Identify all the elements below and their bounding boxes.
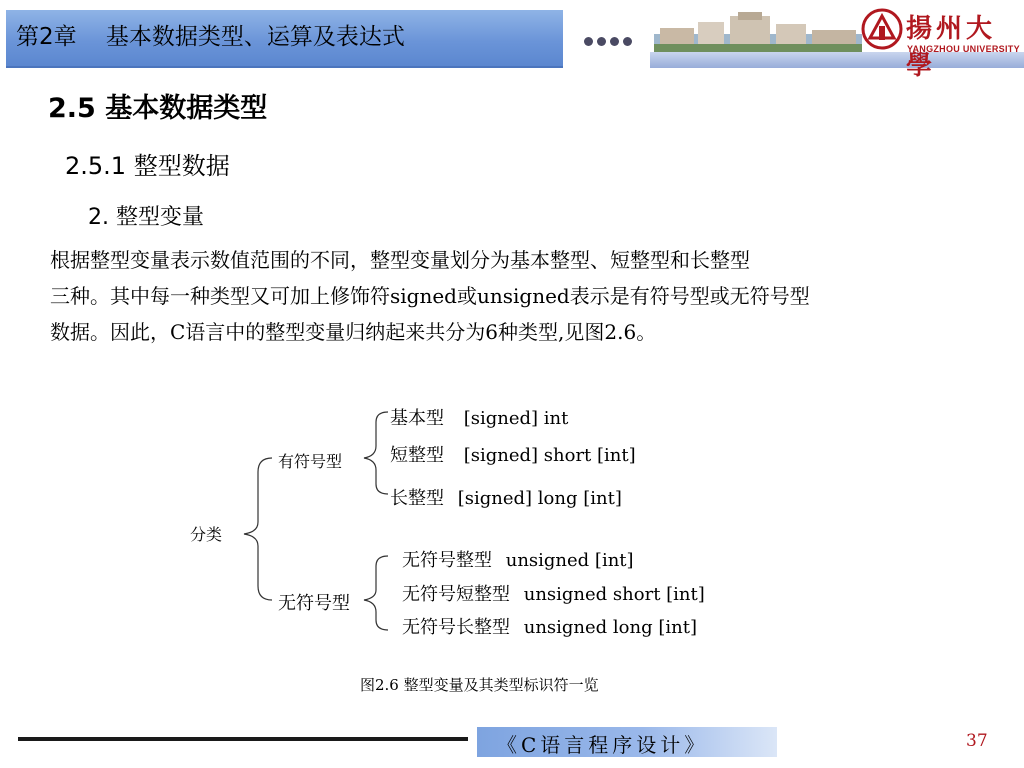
section-title: 2.5 基本数据类型 bbox=[48, 93, 268, 124]
type-name: 基本型 bbox=[390, 408, 444, 429]
item-title: 2. 整型变量 bbox=[88, 205, 204, 230]
type-name: 短整型 bbox=[390, 445, 444, 466]
page-number: 37 bbox=[966, 731, 988, 751]
type-row bbox=[402, 580, 705, 606]
logo-english-name: YANGZHOU UNIVERSITY bbox=[907, 44, 1020, 54]
subsection-title: 2.5.1 整型数据 bbox=[65, 152, 230, 180]
type-keyword: [signed] int bbox=[463, 408, 569, 429]
type-name: 无符号短整型 bbox=[402, 584, 510, 605]
body-paragraph bbox=[50, 242, 985, 350]
dot bbox=[597, 37, 606, 46]
logo-chinese-name: 揚州大學 bbox=[906, 14, 997, 81]
course-title: 《C语言程序设计》 bbox=[497, 733, 709, 757]
slide-header bbox=[0, 0, 1024, 81]
type-row bbox=[390, 404, 568, 430]
type-row bbox=[402, 546, 634, 572]
decorative-dots bbox=[584, 37, 632, 46]
dot bbox=[623, 37, 632, 46]
group-label-unsigned: 无符号型 bbox=[278, 593, 350, 614]
type-keyword: [signed] long [int] bbox=[457, 488, 622, 509]
university-emblem-icon bbox=[860, 8, 906, 50]
dot bbox=[610, 37, 619, 46]
type-keyword: unsigned [int] bbox=[505, 550, 634, 571]
paragraph-line: 数据。因此，C语言中的整型变量归纳起来共分为6种类型,见图2.6。 bbox=[50, 320, 657, 344]
root-bracket bbox=[244, 458, 272, 600]
group-label-signed: 有符号型 bbox=[278, 452, 343, 471]
type-row bbox=[390, 441, 636, 467]
figure-caption: 图2.6 整型变量及其类型标识符一览 bbox=[360, 676, 599, 694]
university-logo bbox=[860, 8, 1020, 81]
type-row bbox=[402, 613, 697, 639]
type-keyword: unsigned long [int] bbox=[523, 617, 697, 638]
chapter-title: 第2章 基本数据类型、运算及表达式 bbox=[16, 24, 405, 50]
root-label: 分类 bbox=[190, 525, 223, 544]
type-name: 无符号长整型 bbox=[402, 617, 510, 638]
unsigned-bracket bbox=[364, 556, 388, 630]
type-keyword: [signed] short [int] bbox=[463, 445, 636, 466]
paragraph-line: 三种。其中每一种类型又可加上修饰符signed或unsigned表示是有符号型或无符号型 bbox=[50, 284, 810, 308]
type-name: 长整型 bbox=[390, 488, 444, 509]
paragraph-line: 根据整型变量表示数值范围的不同，整型变量划分为基本整型、短整型和长整型 bbox=[50, 248, 750, 272]
campus-image bbox=[654, 12, 862, 52]
type-keyword: unsigned short [int] bbox=[523, 584, 705, 605]
type-name: 无符号整型 bbox=[402, 550, 492, 571]
signed-bracket bbox=[364, 412, 388, 494]
footer-rule bbox=[18, 737, 468, 741]
dot bbox=[584, 37, 593, 46]
type-row bbox=[390, 484, 622, 510]
tree-brackets bbox=[180, 398, 740, 648]
type-tree-diagram bbox=[180, 398, 740, 648]
